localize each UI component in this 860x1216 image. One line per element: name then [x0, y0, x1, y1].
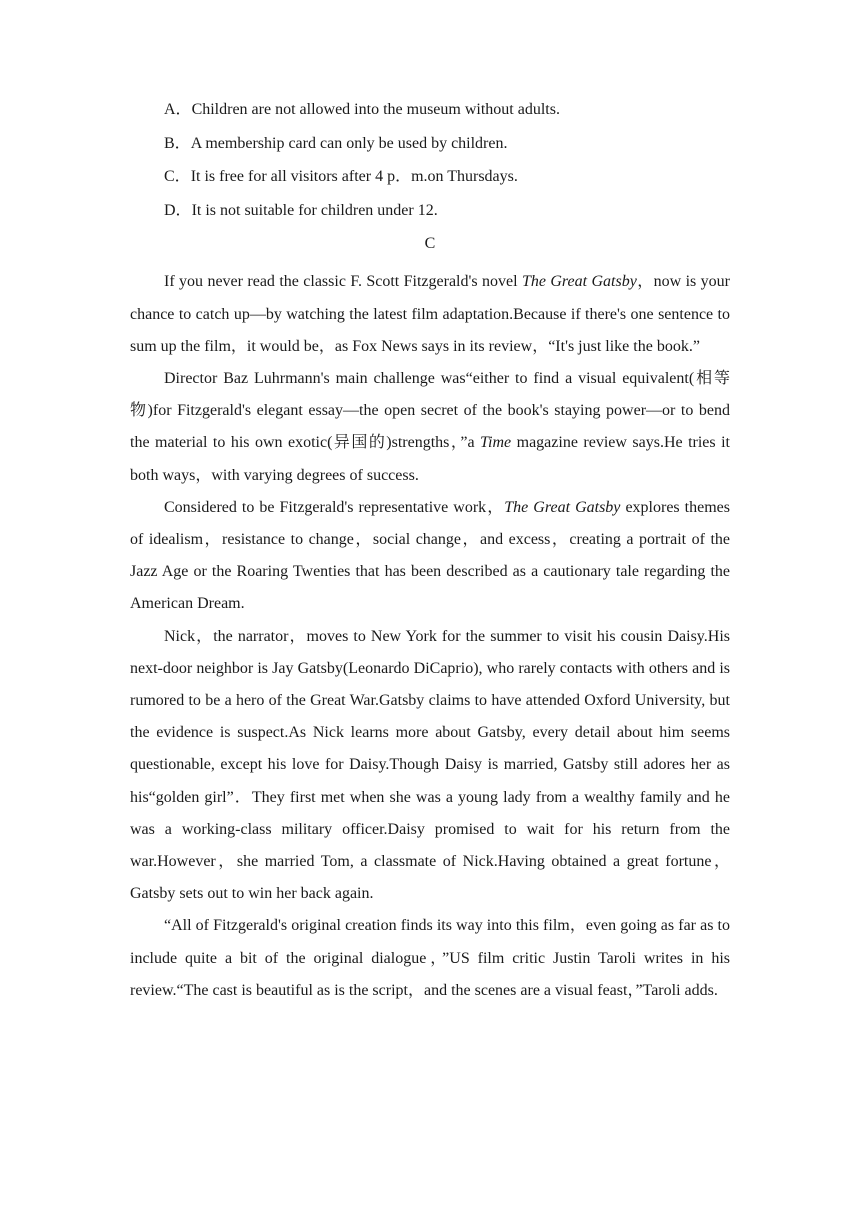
paragraph-text: Director Baz Luhrmann's main challenge was“either to find a visual equivalent(相等物)for Fitzgerald's elegant essay—the open secret of the book's staying power—or to bend the material to his own exotic(异国的)strengths，”a — [130, 369, 730, 452]
paragraph-2 — [130, 363, 730, 492]
book-title: The Great Gatsby — [521, 273, 637, 291]
option-d — [130, 201, 730, 221]
book-title: The Great Gatsby — [504, 498, 621, 516]
paragraph-4 — [130, 621, 730, 911]
paragraph-text: ，now is your chance to catch up—by watching the latest film adaptation.Because if there's one sentence to sum up the film，it would be，as Fox News says in its review，“It's just like the book.” — [130, 273, 731, 355]
option-text: It is free for all visitors after 4 p．m.on Thursdays. — [190, 168, 518, 186]
paragraph-text: explores themes of idealism，resistance to change，social change，and excess，creating a portrait of the Jazz Age or the Roaring Twenties that has been described as a cautionary tale regarding the American Dream. — [130, 498, 731, 613]
option-b — [130, 134, 730, 154]
document-page — [130, 100, 730, 1007]
option-letter: A． — [164, 101, 192, 118]
magazine-title: Time — [480, 434, 512, 452]
answer-options — [130, 100, 730, 221]
paragraph-text: magazine review says.He tries it both ways，with varying degrees of success. — [130, 434, 730, 484]
option-c — [130, 167, 730, 187]
section-heading: C — [424, 235, 436, 253]
option-letter: D． — [164, 201, 192, 219]
option-text: A membership card can only be used by children. — [190, 134, 508, 152]
option-text: Children are not allowed into the museum without adults. — [191, 101, 560, 118]
option-letter: B． — [164, 134, 191, 152]
paragraph-text: If you never read the classic F. Scott Fitzgerald's novel — [164, 273, 522, 291]
option-a — [130, 100, 730, 120]
paragraph-5 — [130, 910, 730, 1007]
option-text: It is not suitable for children under 12. — [191, 201, 438, 219]
paragraph-text: Considered to be Fitzgerald's representative work， — [164, 498, 505, 516]
paragraph-1 — [130, 266, 730, 363]
paragraph-text: Nick，the narrator，moves to New York for the summer to visit his cousin Daisy.His next-door neighbor is Jay Gatsby(Leonardo DiCaprio), who rarely contacts with others and is rumored to be a hero of the Great War.Gatsby claims to have attended Oxford University, but the evidence is suspect.As Nick learns more about Gatsby, every detail about him seems questionable, except his love for Daisy.Though Daisy is married, Gatsby still adores her as his“golden girl”．They first met when she was a young lady from a wealthy family and he was a working-class military officer.Daisy promised to wait for his return from the war.However，she married Tom, a classmate of Nick.Having obtained a great fortune，Gatsby sets out to win her back again. — [130, 627, 730, 903]
paragraph-3 — [130, 492, 730, 621]
paragraph-text: “All of Fitzgerald's original creation finds its way into this film，even going as far as to include quite a bit of the original dialogue，”US film critic Justin Taroli writes in his review.“The cast is beautiful as is the script，and the scenes are a visual feast，”Taroli adds. — [130, 917, 730, 999]
option-letter: C． — [164, 168, 191, 186]
